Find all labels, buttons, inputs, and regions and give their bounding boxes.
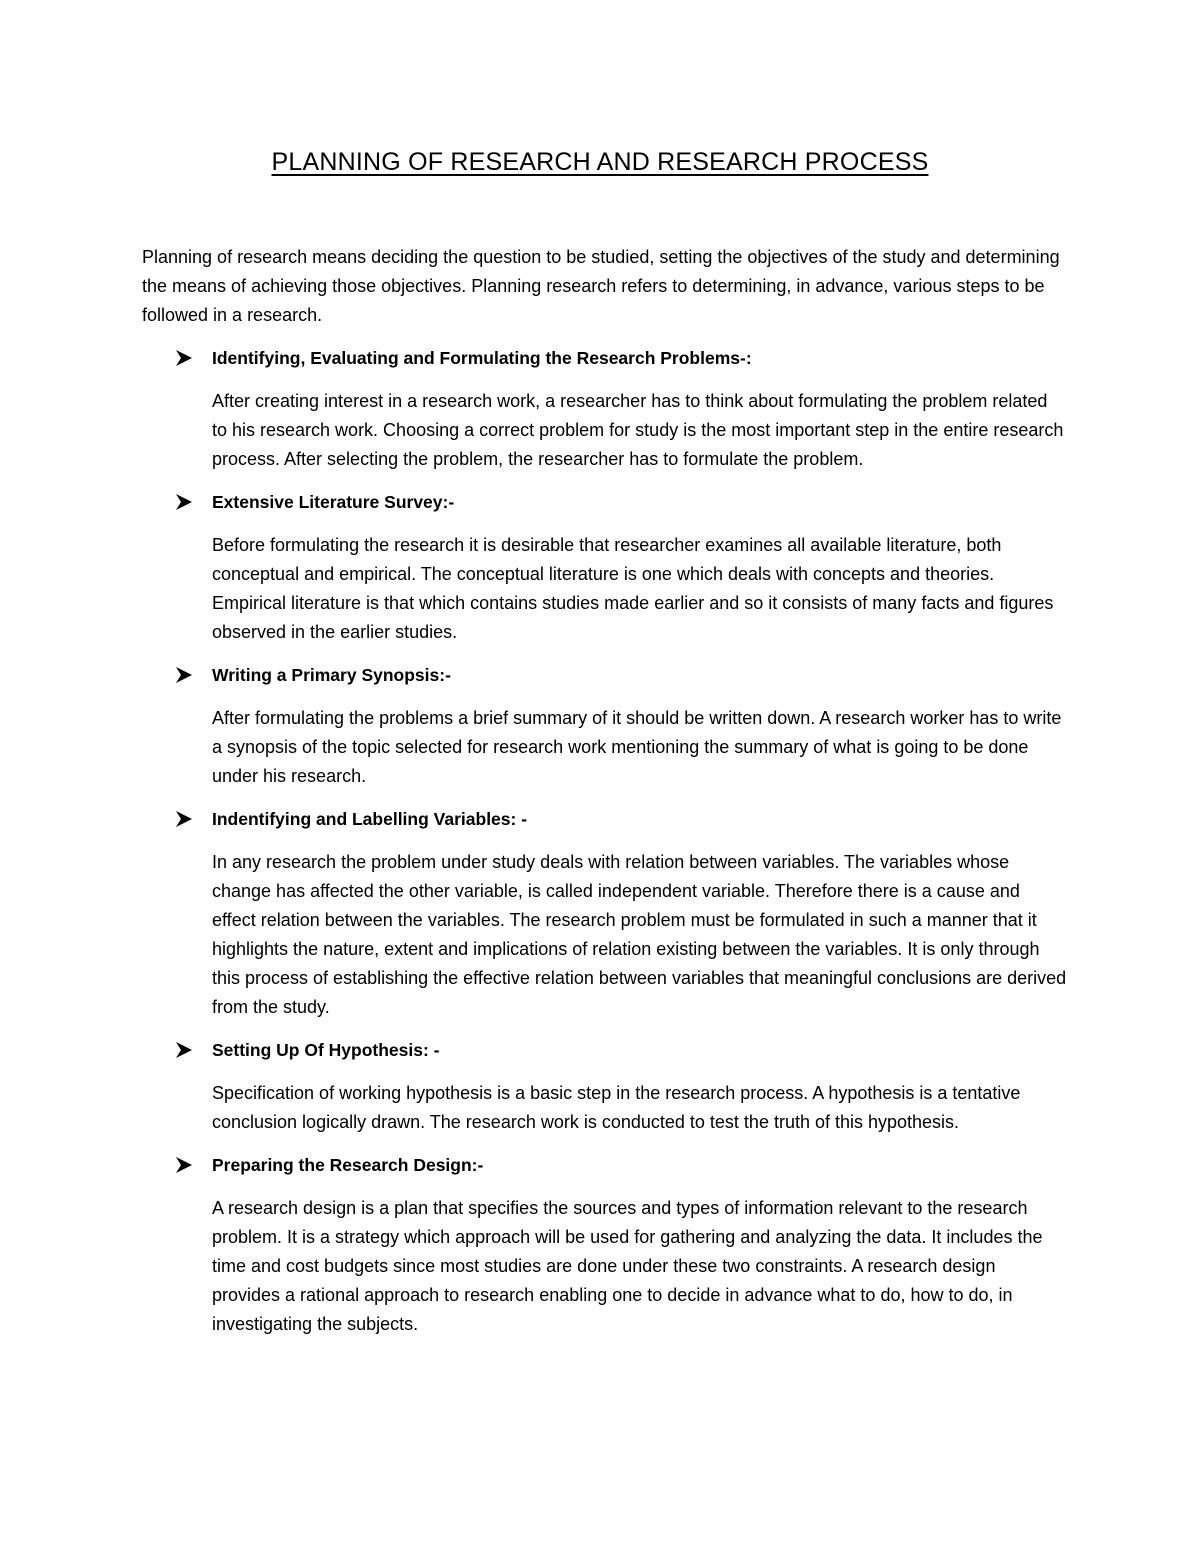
section-body: After creating interest in a research work, a researcher has to think about formulating the problem related to his research work. Choosing a correct problem for study is the most important step in the entire research process. After selecting the problem, the researcher has to formulate the problem. — [212, 391, 1064, 469]
section-body: Specification of working hypothesis is a basic step in the research process. A hypothesis is a tentative conclusion logically drawn. The research work is conducted to test the truth of this hypothesis. — [212, 1083, 1021, 1132]
section-heading-row — [0, 1035, 1200, 1065]
section-heading: Writing a Primary Synopsis:- — [212, 665, 451, 685]
intro-paragraph: Planning of research means deciding the question to be studied, setting the objectives of the study and determining the means of achieving those objectives. Planning research refers to determining, in advance, various steps to be followed in a research. — [142, 247, 1060, 325]
section-hypothesis — [0, 1035, 1200, 1137]
section-heading-row — [0, 487, 1200, 517]
section-heading-row — [0, 804, 1200, 834]
section-heading-row — [0, 343, 1200, 373]
section-heading: Identifying, Evaluating and Formulating the Research Problems-: — [212, 348, 752, 368]
section-labelling-variables — [0, 804, 1200, 1022]
section-body: In any research the problem under study deals with relation between variables. The variables whose change has affected the other variable, is called independent variable. Therefore there is a cause and effect relation between the variables. The research problem must be formulated in such a manner that it highlights the nature, extent and implications of relation existing between the variables. It is only through this process of establishing the effective relation between variables that meaningful conclusions are derived from the study. — [212, 852, 1067, 1017]
section-heading: Extensive Literature Survey:- — [212, 492, 455, 512]
section-list — [0, 343, 1200, 1352]
section-heading: Indentifying and Labelling Variables: - — [212, 809, 528, 829]
page-title: PLANNING OF RESEARCH AND RESEARCH PROCESS — [271, 148, 929, 176]
arrowhead-bullet-icon — [174, 809, 194, 829]
arrowhead-bullet-icon — [174, 492, 194, 512]
section-primary-synopsis — [0, 660, 1200, 791]
arrowhead-bullet-icon — [174, 1040, 194, 1060]
section-literature-survey — [0, 487, 1200, 647]
section-body: Before formulating the research it is desirable that researcher examines all available literature, both conceptual and empirical. The conceptual literature is one which deals with concepts and theories. Empirical literature is that which contains studies made earlier and so it consists of many facts and figures observed in the earlier studies. — [212, 535, 1054, 642]
arrowhead-bullet-icon — [174, 1155, 194, 1175]
section-research-problems — [0, 343, 1200, 474]
section-heading: Preparing the Research Design:- — [212, 1155, 484, 1175]
section-heading-row — [0, 1150, 1200, 1180]
section-heading: Setting Up Of Hypothesis: - — [212, 1040, 440, 1060]
section-heading-row — [0, 660, 1200, 690]
arrowhead-bullet-icon — [174, 665, 194, 685]
section-body: After formulating the problems a brief summary of it should be written down. A research worker has to write a synopsis of the topic selected for research work mentioning the summary of what is going to be done under his research. — [212, 708, 1062, 786]
arrowhead-bullet-icon — [174, 348, 194, 368]
section-research-design — [0, 1150, 1200, 1339]
section-body: A research design is a plan that specifies the sources and types of information relevant to the research problem. It is a strategy which approach will be used for gathering and analyzing the data. It includes the time and cost budgets since most studies are done under these two constraints. A research design provides a rational approach to research enabling one to decide in advance what to do, how to do, in investigating the subjects. — [212, 1198, 1043, 1334]
